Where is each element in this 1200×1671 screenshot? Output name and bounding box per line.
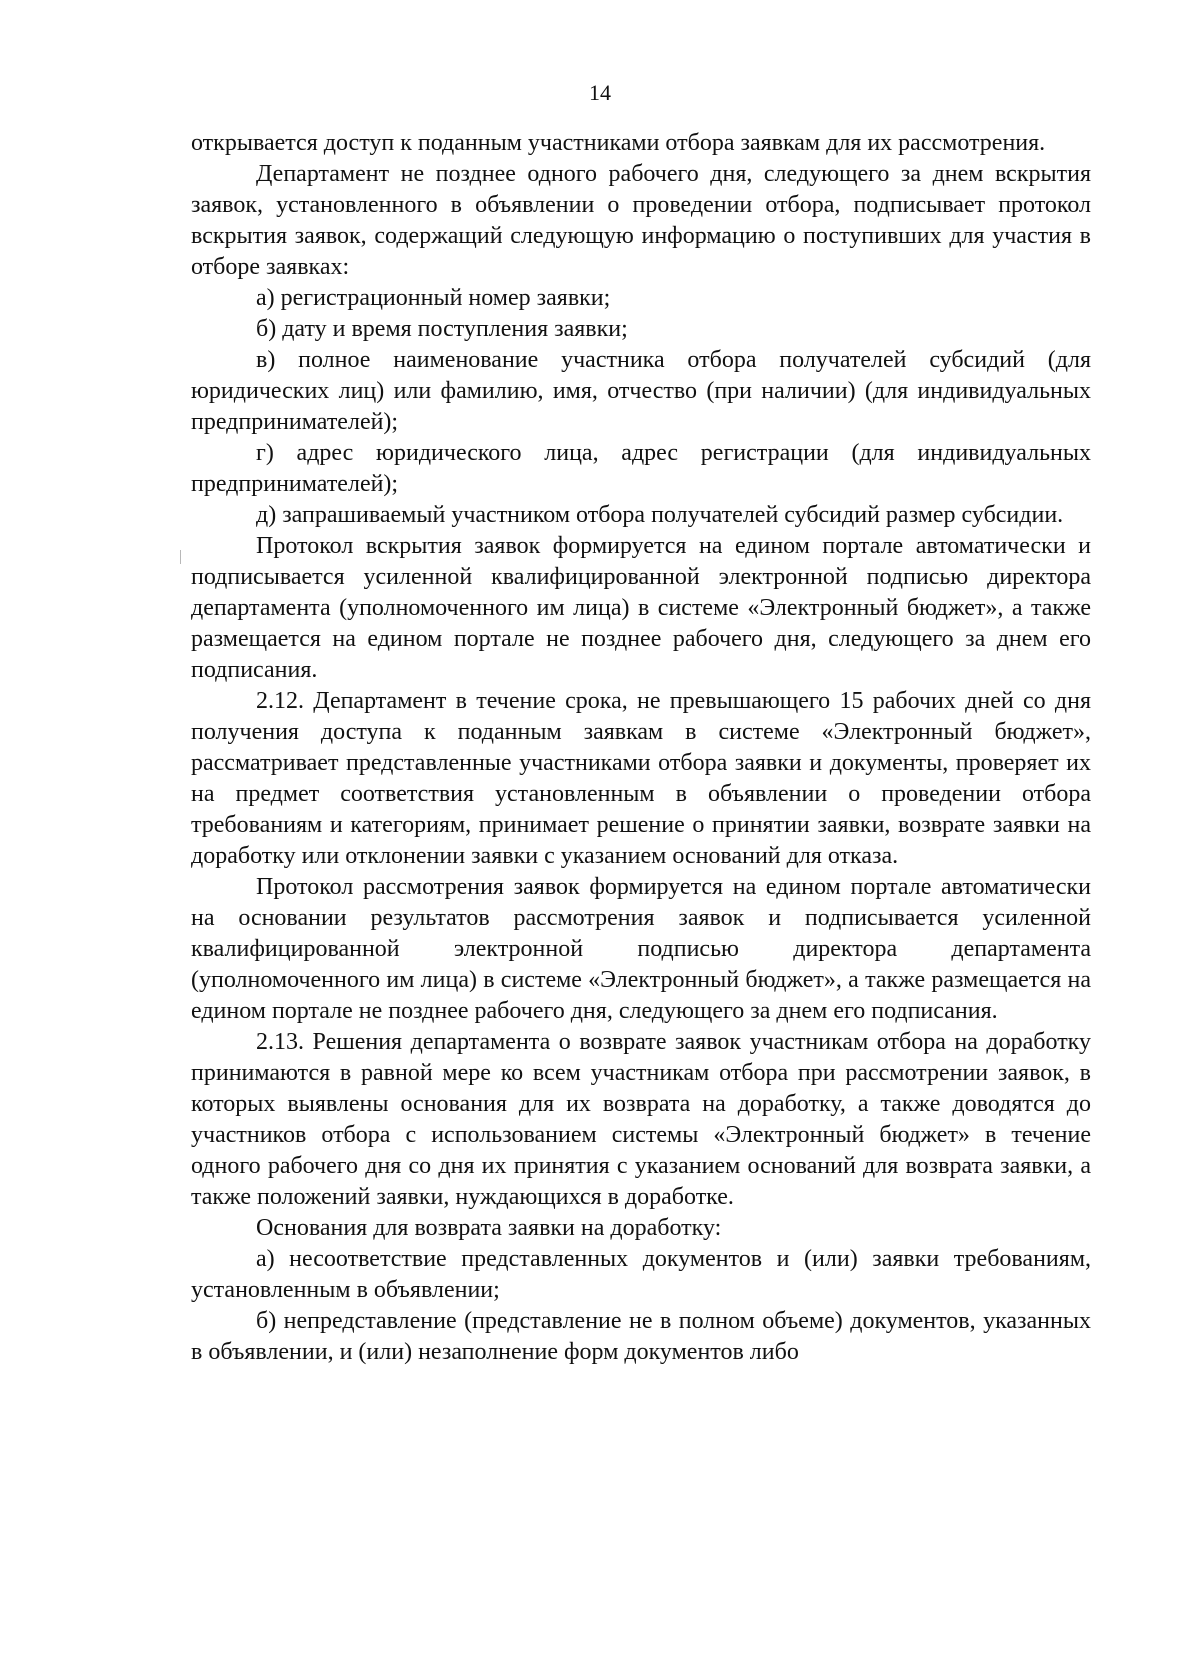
- list-item-d: д) запрашиваемый участником отбора получателей субсидий размер субсидии.: [256, 502, 1064, 528]
- list-item-g: г) адрес юридического лица, адрес регистрации (для индивидуальных предпринимателей);: [191, 440, 1091, 497]
- list-item-v: в) полное наименование участника отбора получателей субсидий (для юридических лиц) или фамилию, имя, отчество (при наличии) (для индивидуальных предпринимателей);: [191, 347, 1091, 435]
- document-body: [191, 128, 1091, 1368]
- page-number: 14: [589, 80, 611, 105]
- paragraph-opening-protocol: Протокол вскрытия заявок формируется на едином портале автоматически и подписывается усиленной квалифицированной электронной подписью директора департамента (уполномоченного им лица) в системе «Электронный бюджет», а также размещается на едином портале не позднее рабочего дня, следующего за днем его подписания.: [191, 533, 1091, 683]
- paragraph-2-13: 2.13. Решения департамента о возврате заявок участникам отбора на доработку принимаются в равной мере ко всем участникам отбора при рассмотрении заявок, в которых выявлены основания для их возврата на доработку, а также доводятся до участников отбора с использованием системы «Электронный бюджет» в течение одного рабочего дня со дня их принятия с указанием оснований для возврата заявки, а также положений заявки, нуждающихся в доработке.: [191, 1029, 1091, 1210]
- scan-margin-mark: [180, 550, 181, 564]
- return-ground-a: а) несоответствие представленных документов и (или) заявки требованиям, установленным в объявлении;: [191, 1246, 1091, 1303]
- return-ground-b: б) непредставление (представление не в полном объеме) документов, указанных в объявлении, и (или) незаполнение форм документов либо: [191, 1308, 1091, 1365]
- paragraph-review-protocol: Протокол рассмотрения заявок формируется на едином портале автоматически на основании результатов рассмотрения заявок и подписывается усиленной квалифицированной электронной подписью директора департамента (уполномоченного им лица) в системе «Электронный бюджет», а также размещается на едином портале не позднее рабочего дня, следующего за днем его подписания.: [191, 874, 1091, 1024]
- paragraph-return-grounds: Основания для возврата заявки на доработку:: [256, 1215, 722, 1241]
- list-item-b: б) дату и время поступления заявки;: [256, 316, 628, 342]
- list-item-a: а) регистрационный номер заявки;: [256, 285, 611, 311]
- paragraph-2-12: 2.12. Департамент в течение срока, не превышающего 15 рабочих дней со дня получения доступа к поданным заявкам в системе «Электронный бюджет», рассматривает представленные участниками отбора заявки и документы, проверяет их на предмет соответствия установленным в объявлении о проведении отбора требованиям и категориям, принимает решение о принятии заявки, возврате заявки на доработку или отклонении заявки с указанием оснований для отказа.: [191, 688, 1091, 869]
- paragraph-department-protocol: Департамент не позднее одного рабочего дня, следующего за днем вскрытия заявок, установленного в объявлении о проведении отбора, подписывает протокол вскрытия заявок, содержащий следующую информацию о поступивших для участия в отборе заявках:: [191, 161, 1091, 280]
- paragraph-continuation: открывается доступ к поданным участниками отбора заявкам для их рассмотрения.: [191, 130, 1046, 156]
